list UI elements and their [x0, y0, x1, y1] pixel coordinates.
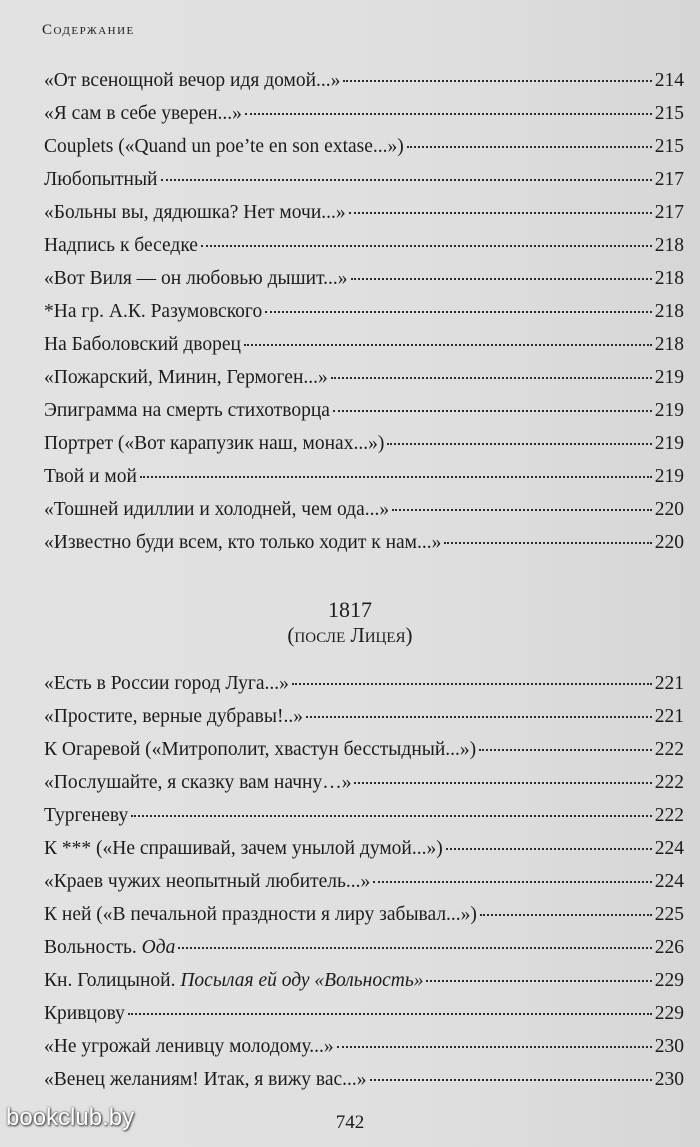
toc-entry-subtitle: Ода: [141, 937, 176, 958]
toc-entry: [44, 202, 684, 235]
toc-entry-page: 218: [654, 301, 684, 322]
dot-leader: [245, 113, 652, 115]
toc-entry-title: «Известно буди всем, кто только ходит к нам...»: [44, 532, 442, 553]
dot-leader: [178, 947, 651, 949]
toc-entry-title: «Не угрожай ленивцу молодому...»: [44, 1036, 334, 1057]
toc-entry: [44, 466, 684, 499]
section-subtitle: (после Лицея): [287, 623, 413, 647]
toc-entry-page: 218: [654, 235, 684, 256]
dot-leader: [331, 377, 652, 379]
toc-entry-title: Любопытный: [44, 169, 158, 190]
toc-entry-page: 230: [654, 1069, 684, 1090]
toc-entry-title: К *** («Не спрашивай, зачем унылой думой...»): [44, 838, 443, 859]
toc-entry-title: Твой и мой: [44, 466, 137, 487]
toc-entry-page: 215: [654, 103, 684, 124]
section-heading: [0, 597, 700, 648]
toc-list-bottom: [44, 673, 684, 1102]
toc-entry-title: «Больны вы, дядюшка? Нет мочи...»: [44, 202, 346, 223]
toc-entry: [44, 433, 684, 466]
toc-entry: [44, 1069, 684, 1102]
toc-entry: [44, 169, 684, 202]
toc-entry-subtitle: Посылая ей оду «Вольность»: [180, 970, 424, 991]
toc-entry-page: 219: [654, 466, 684, 487]
toc-entry: [44, 739, 684, 772]
toc-entry: [44, 970, 684, 1003]
toc-entry-page: 218: [654, 334, 684, 355]
dot-leader: [306, 716, 652, 718]
dot-leader: [351, 278, 652, 280]
toc-entry-page: 214: [654, 70, 684, 91]
toc-entry-page: 229: [654, 970, 684, 991]
toc-entry: [44, 367, 684, 400]
dot-leader: [407, 146, 652, 148]
toc-entry-title: «Венец желаниям! Итак, я вижу вас...»: [44, 1069, 367, 1090]
toc-entry-page: 219: [654, 400, 684, 421]
dot-leader: [343, 80, 651, 82]
toc-entry-page: 222: [654, 805, 684, 826]
toc-entry-page: 220: [654, 499, 684, 520]
toc-entry-title: «От всенощной вечор идя домой...»: [44, 70, 341, 91]
dot-leader: [128, 1013, 652, 1015]
dot-leader: [244, 344, 652, 346]
dot-leader: [131, 815, 652, 817]
toc-entry-page: 221: [654, 673, 684, 694]
toc-entry-page: 222: [654, 772, 684, 793]
dot-leader: [426, 980, 651, 982]
dot-leader: [370, 1079, 652, 1081]
toc-entry: [44, 706, 684, 739]
toc-entry-page: 220: [654, 532, 684, 553]
toc-entry-title: К Огаревой («Митрополит, хвастун бесстыдный...»): [44, 739, 477, 760]
toc-entry: [44, 805, 684, 838]
dot-leader: [354, 782, 651, 784]
toc-entry-title: К ней («В печальной праздности я лиру забывал...»): [44, 904, 477, 925]
toc-entry: [44, 400, 684, 433]
toc-entry: [44, 673, 684, 706]
dot-leader: [140, 476, 652, 478]
toc-entry-page: 217: [654, 169, 684, 190]
toc-entry-page: 219: [654, 433, 684, 454]
section-year: 1817: [328, 597, 372, 622]
toc-entry-page: 222: [654, 739, 684, 760]
toc-entry-title: Вольность. Ода: [44, 937, 176, 958]
toc-entry-title: Тургеневу: [44, 805, 129, 826]
toc-entry-page: 226: [654, 937, 684, 958]
toc-entry: [44, 70, 684, 103]
toc-entry-page: 224: [654, 838, 684, 859]
toc-entry-page: 215: [654, 136, 684, 157]
toc-entry: [44, 103, 684, 136]
toc-entry: [44, 904, 684, 937]
dot-leader: [479, 749, 652, 751]
toc-entry-title: Couplets («Quand un poe’te en son extase...»): [44, 136, 404, 157]
toc-entry: [44, 235, 684, 268]
toc-entry-page: 219: [654, 367, 684, 388]
toc-entry: [44, 301, 684, 334]
dot-leader: [337, 1046, 652, 1048]
dot-leader: [161, 179, 652, 181]
toc-entry-title: «Есть в России город Луга...»: [44, 673, 289, 694]
watermark-logo: bookclub.by: [6, 1104, 135, 1131]
dot-leader: [333, 410, 652, 412]
toc-entry-page: 224: [654, 871, 684, 892]
toc-entry: [44, 838, 684, 871]
toc-entry-page: 217: [654, 202, 684, 223]
toc-entry-page: 229: [654, 1003, 684, 1024]
toc-entry: [44, 1036, 684, 1069]
toc-entry-title: Кривцову: [44, 1003, 125, 1024]
toc-entry: [44, 937, 684, 970]
toc-entry: [44, 871, 684, 904]
dot-leader: [392, 509, 652, 511]
toc-entry-title: На Баболовский дворец: [44, 334, 241, 355]
dot-leader: [349, 212, 652, 214]
dot-leader: [265, 311, 652, 313]
toc-entry-title: «Я сам в себе уверен...»: [44, 103, 242, 124]
dot-leader: [446, 848, 652, 850]
toc-entry-title: Надпись к беседке: [44, 235, 198, 256]
running-header: Содержание: [42, 22, 135, 38]
toc-entry-title: Эпиграмма на смерть стихотворца: [44, 400, 330, 421]
toc-entry-page: 218: [654, 268, 684, 289]
toc-entry-page: 221: [654, 706, 684, 727]
toc-entry: [44, 136, 684, 169]
dot-leader: [480, 914, 652, 916]
toc-entry-title: «Пожарский, Минин, Гермоген...»: [44, 367, 328, 388]
toc-entry: [44, 772, 684, 805]
toc-entry-title: «Краев чужих неопытный любитель...»: [44, 871, 371, 892]
toc-entry-title: «Послушайте, я сказку вам начну…»: [44, 772, 352, 793]
toc-entry: [44, 268, 684, 301]
toc-entry-title: «Простите, верные дубравы!..»: [44, 706, 303, 727]
dot-leader: [373, 881, 651, 883]
dot-leader: [201, 245, 652, 247]
toc-entry: [44, 532, 684, 565]
toc-entry-page: 230: [654, 1036, 684, 1057]
toc-entry: [44, 1003, 684, 1036]
toc-entry-title: Портрет («Вот карапузик наш, монах...»): [44, 433, 385, 454]
toc-entry: [44, 334, 684, 367]
dot-leader: [444, 542, 651, 544]
toc-entry-title: Кн. Голицыной. Посылая ей оду «Вольность»: [44, 970, 424, 991]
dot-leader: [292, 683, 652, 685]
toc-entry: [44, 499, 684, 532]
toc-entry-title: «Тошней идиллии и холодней, чем ода...»: [44, 499, 390, 520]
toc-entry-title: *На гр. А.К. Разумовского: [44, 301, 263, 322]
toc-entry-page: 225: [654, 904, 684, 925]
dot-leader: [387, 443, 651, 445]
toc-entry-title: «Вот Виля — он любовью дышит...»: [44, 268, 348, 289]
toc-list-top: [44, 70, 684, 565]
page-number: 742: [335, 1112, 365, 1133]
